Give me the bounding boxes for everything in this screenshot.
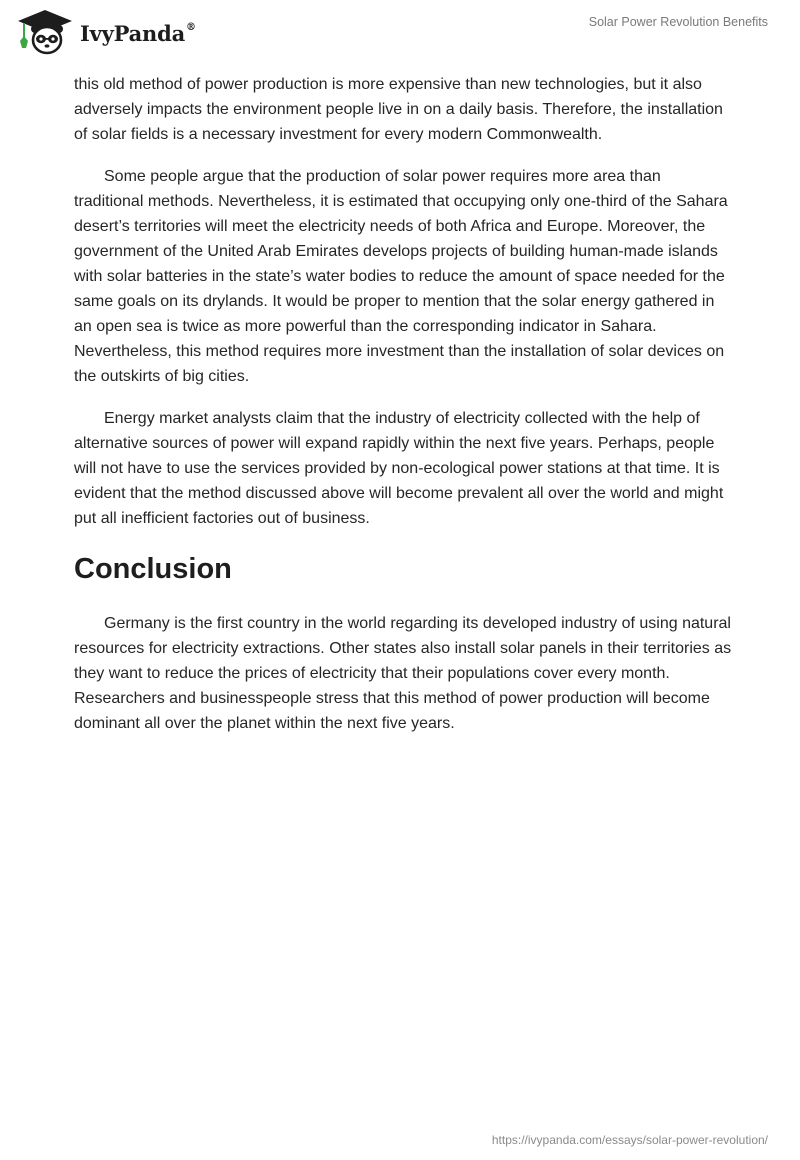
ivypanda-logo[interactable] bbox=[14, 8, 196, 56]
panda-graduation-cap-icon bbox=[14, 8, 76, 56]
page-header bbox=[0, 0, 800, 64]
paragraph-conclusion: Germany is the first country in the world regarding its developed industry of using natural resources for electricity extractions. Other states also install solar panels in their territories as they want to reduce the prices of electricity that their populations cover every month. Researchers and businesspeople stress that this method of power production will become dominant all over the planet within the next five years. bbox=[74, 615, 732, 732]
document-title: Solar Power Revolution Benefits bbox=[588, 15, 768, 29]
paragraph-market-analysts: Energy market analysts claim that the industry of electricity collected with the help of alternative sources of power will expand rapidly within the next five years. Perhaps, people will not have to use the services provided by non-ecological power stations at that time. It is evident that the method discussed above will become prevalent all over the world and might put all inefficient factories out of business. bbox=[74, 410, 724, 527]
conclusion-heading: Conclusion bbox=[74, 553, 232, 585]
registered-mark: ® bbox=[186, 21, 196, 33]
paragraph-continuation: this old method of power production is more expensive than new technologies, but it also adversely impacts the environment people live in on a daily basis. Therefore, the installation of solar fields is a necessary investment for every modern Commonwealth. bbox=[74, 76, 723, 143]
essay-content bbox=[74, 72, 734, 753]
logo-text: IvyPanda® bbox=[80, 20, 196, 46]
paragraph-solar-area: Some people argue that the production of solar power requires more area than traditional methods. Nevertheless, it is estimated that occupying only one-third of the Sahara desert’s territories will meet the electricity needs of both Africa and Europe. Moreover, the government of the United Arab Emirates develops projects of building human-made islands with solar batteries in the state’s water bodies to reduce the amount of space needed for the same goals on its drylands. It would be proper to mention that the solar energy gathered in an open sea is twice as more powerful than the corresponding indicator in Sahara. Nevertheless, this method requires more investment than the installation of solar devices on the outskirts of big cities. bbox=[74, 168, 728, 385]
footer-url[interactable]: https://ivypanda.com/essays/solar-power-revolution/ bbox=[491, 1133, 768, 1147]
